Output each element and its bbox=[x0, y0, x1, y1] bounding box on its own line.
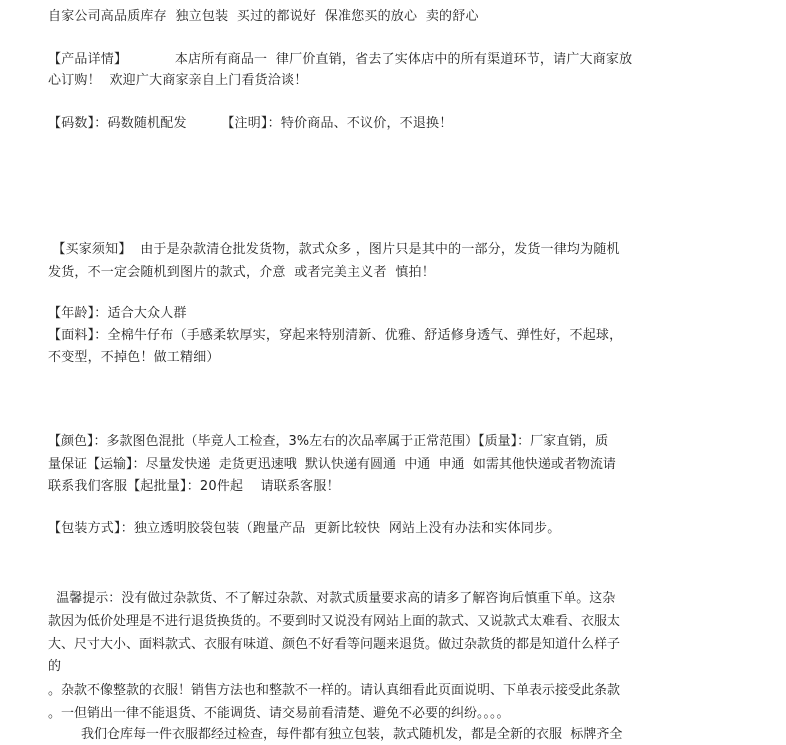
color-quality-line-3: 联系我们客服【起批量】：20件起 请联系客服！ bbox=[48, 479, 340, 494]
tips-line-4: 的 bbox=[48, 659, 62, 674]
buyer-notice-line-1: 【买家须知】 由于是杂款清仓批发货物，款式众多 ，图片只是其中的一部分，发货一律均为随机 bbox=[48, 242, 620, 257]
tips-line-2: 款因为低价处理是不进行退货换货的。不要到时又说没有网站上面的款式、又说款式太难看、衣服太 bbox=[48, 614, 621, 629]
color-quality-line-2: 量保证【运输】：尽量发快递 走货更迅速哦 默认快递有圆通 中通 申通 如需其他快递或者物流请 bbox=[48, 457, 616, 472]
header-line: 自家公司高品质库存 独立包装 买过的都说好 保准您买的放心 卖的舒心 bbox=[48, 9, 479, 24]
buyer-notice-line-2: 发货，不一定会随机到图片的款式，介意 或者完美主义者 慎拍！ bbox=[48, 265, 435, 280]
product-detail-line-2: 心订购！ 欢迎广大商家亲自上门看货洽谈！ bbox=[48, 73, 308, 88]
size-note: 【码数】：码数随机配发 【注明】：特价商品、不议价，不退换！ bbox=[48, 116, 453, 131]
tips-line-5: 。杂款不像整款的衣服！销售方法也和整款不一样的。请认真细看此页面说明、下单表示接受此条款 bbox=[48, 683, 621, 698]
tips-line-7: 我们仓库每一件衣服都经过检查，每件都有独立包装，款式随机发，都是全新的衣服 标牌齐全 bbox=[48, 727, 623, 742]
age-line: 【年龄】：适合大众人群 bbox=[48, 306, 187, 321]
tips-line-6: 。一但销出一律不能退货、不能调货、请交易前看清楚、避免不必要的纠纷。。。。 bbox=[48, 706, 510, 721]
fabric-line-2: 不变型，不掉色！做工精细） bbox=[48, 350, 220, 365]
product-detail-line-1: 【产品详情】 本店所有商品一 律厂价直销，省去了实体店中的所有渠道环节，请广大商家放 bbox=[48, 52, 633, 67]
tips-line-3: 大、尺寸大小、面料款式、衣服有味道、颜色不好看等问题来退货。做过杂款货的都是知道什么样子 bbox=[48, 637, 621, 652]
color-quality-line-1: 【颜色】：多款图色混批（毕竟人工检查，3%左右的次品率属于正常范围）【质量】：厂家直销，质 bbox=[48, 434, 609, 449]
fabric-line-1: 【面料】：全棉牛仔布（手感柔软厚实，穿起来特别清新、优雅、舒适修身透气、弹性好，不起球， bbox=[48, 328, 623, 343]
packaging-line: 【包装方式】：独立透明胶袋包装（跑量产品 更新比较快 网站上没有办法和实体同步。 bbox=[48, 521, 561, 536]
tips-line-1: 温馨提示：没有做过杂款货、不了解过杂款、对款式质量要求高的请多了解咨询后慎重下单。这杂 bbox=[48, 591, 616, 606]
